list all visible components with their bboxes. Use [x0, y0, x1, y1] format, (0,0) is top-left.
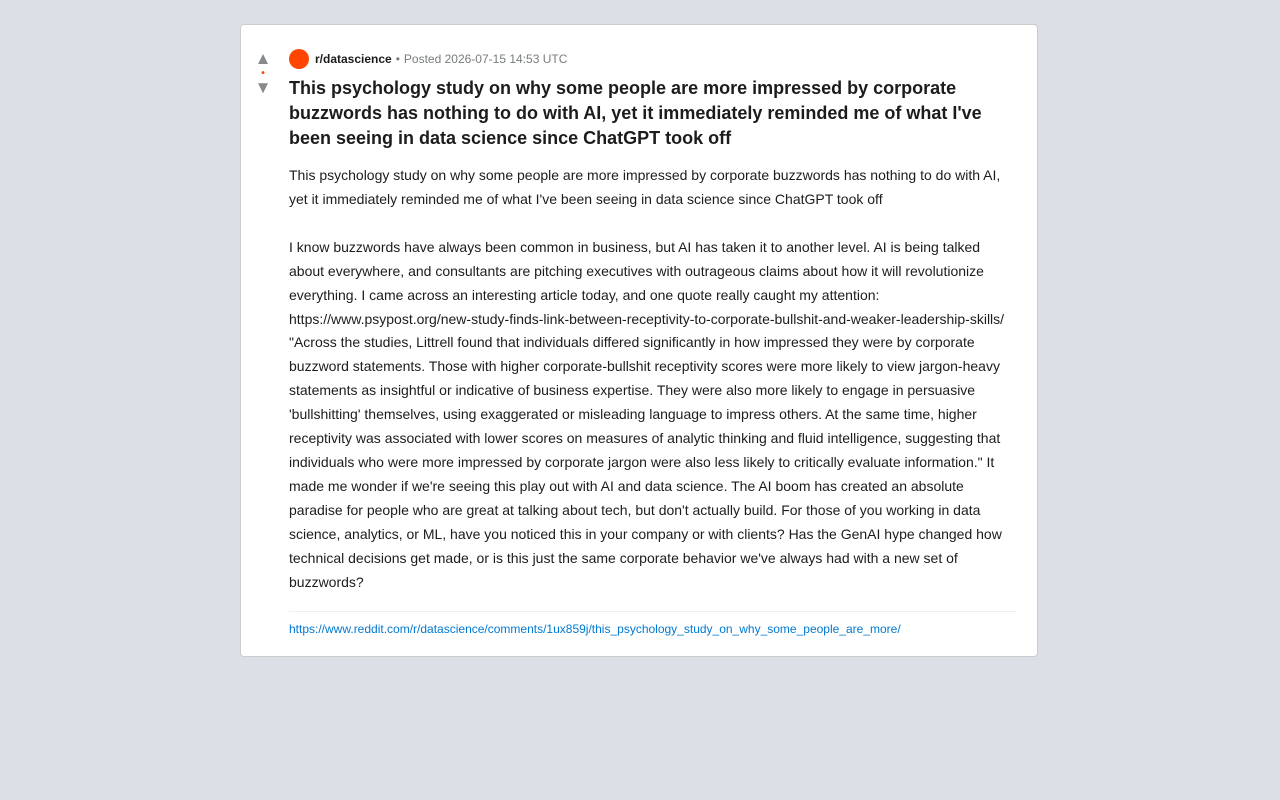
upvote-arrow-icon[interactable]: ▲	[254, 49, 272, 68]
subreddit-link[interactable]: r/datascience	[315, 52, 392, 66]
post-content	[289, 49, 1016, 636]
permalink[interactable]: https://www.reddit.com/r/datascience/comments/1ux859j/this_psychology_study_on_why_some_people_are_more/	[289, 622, 901, 637]
post-meta	[289, 49, 1016, 69]
post-body-paragraph: I know buzzwords have always been common in business, but AI has taken it to another level. AI is being talked about everywhere, and consultants are pitching executives with outrageous claims about how it will revolutionize everything. I came across an interesting article today, and one quote really caught my attention: https://www.psypost.org/new-study-finds-link-between-receptivity-to-corporate-bullshit-and-weaker-leadership-skills/ "Across the studies, Littrell found that individuals differed significantly in how impressed they were by corporate buzzword statements. Those with higher corporate-bullshit receptivity scores were more likely to view jargon-heavy statements as insightful or indicative of business expertise. They were also more likely to engage in persuasive 'bullshitting' themselves, using exaggerated or misleading language to impress others. At the same time, higher receptivity was associated with lower scores on measures of analytic thinking and fluid intelligence, suggesting that individuals who were more impressed by corporate jargon were also less likely to critically evaluate information." It made me wonder if we're seeing this play out with AI and data science. The AI boom has created an absolute paradise for people who are great at talking about tech, but don't actually build. For those of you working in data science, analytics, or ML, have you noticed this in your company or with clients? Has the GenAI hype changed how technical decisions get made, or is this just the same corporate behavior we've always had with a new set of buzzwords?	[289, 238, 1005, 590]
vote-column	[251, 49, 275, 98]
post-timestamp: Posted 2026-07-15 14:53 UTC	[403, 52, 568, 66]
meta-separator: •	[395, 52, 400, 66]
vote-score: •	[261, 68, 265, 79]
paragraph-gap	[289, 212, 1016, 236]
subreddit-icon[interactable]	[289, 49, 309, 69]
post-title[interactable]: This psychology study on why some people are more impressed by corporate buzzwords has nothing to do with AI, yet it immediately reminded me of what I've been seeing in data science since ChatGPT took off	[289, 78, 982, 148]
downvote-arrow-icon[interactable]: ▼	[254, 78, 272, 97]
post-card	[240, 24, 1038, 657]
post-body	[289, 164, 1016, 594]
post-body-paragraph: This psychology study on why some people are more impressed by corporate buzzwords has nothing to do with AI, yet it immediately reminded me of what I've been seeing in data science since ChatGPT took off	[289, 167, 1001, 207]
post-footer	[289, 611, 1016, 636]
